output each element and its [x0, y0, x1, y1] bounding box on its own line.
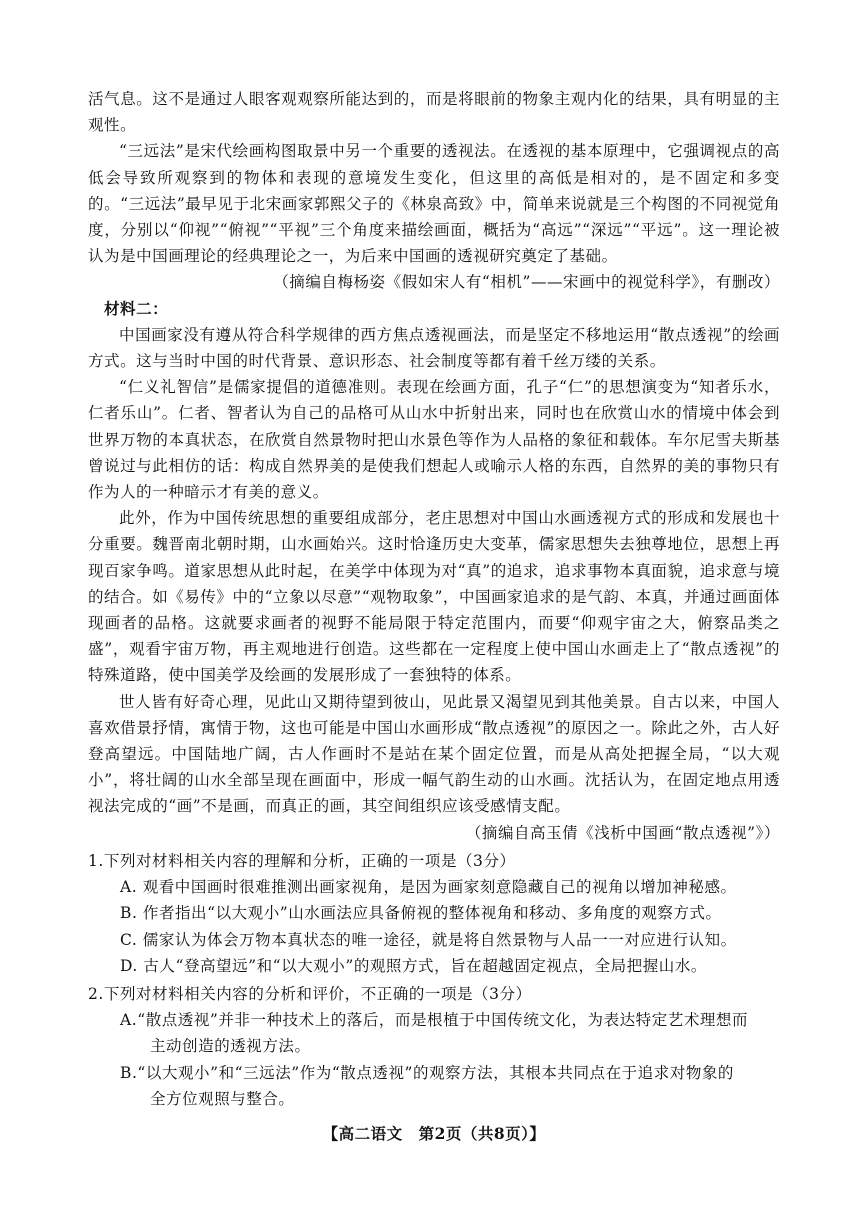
question-1-option-b: B. 作者指出“以大观小”山水画法应具备俯视的整体视角和移动、多角度的观察方式。: [120, 904, 722, 923]
page-footer: 【高二语文 第2页（共8页）】: [322, 1124, 546, 1143]
paragraph-curiosity: 世人皆有好奇心理，见此山又期待望到彼山，见此景又渴望见到其他美景。自古以来，中国人喜欢借景抒情，寓情于物，这也可能是中国山水画形成“散点透视”的原因之一。除此之外，古人好登高望远。中国陆地广阔，古人作画时不是站在某个固定位置，而是从高处把握全局，“以大观小”，将壮阔的山水全部呈现在画面中，形成一幅气韵生动的山水画。沈括认为，在固定地点用透视法完成的“画”不是画，而真正的画，其空间组织应该受感情支配。: [88, 692, 780, 816]
paragraph-taoist-thought: 此外，作为中国传统思想的重要组成部分，老庄思想对中国山水画透视方式的形成和发展也十分重要。魏晋南北朝时期，山水画始兴。这时恰逢历史大变革，儒家思想失去独尊地位，思想上再现百家争鸣。道家思想从此时起，在美学中体现为对“真”的追求，追求事物本真面貌，追求意与境的结合。如《易传》中的“立象以尽意”“观物取象”，中国画家追求的是气韵、本真，并通过画面体现画者的品格。这就要求画者的视野不能局限于特定范围内，而要“仰观宇宙之大，俯察品类之盛”，观看宇宙万物，再主观地进行创造。这些都在一定程度上使中国山水画走上了“散点透视”的特殊道路，使中国美学及绘画的发展形成了一套独特的体系。: [88, 509, 780, 685]
paragraph-scatter-perspective: 中国画家没有遵从符合科学规律的西方焦点透视画法，而是坚定不移地运用“散点透视”的绘画方式。这与当时中国的时代背景、意识形态、社会制度等都有着千丝万缕的关系。: [88, 325, 780, 371]
question-2-option-b: B.“以大观小”和“三远法”作为“散点透视”的观察方法，其根本共同点在于追求对物象的: [120, 1063, 734, 1082]
source-citation-2: （摘编自高玉倩《浅析中国画“散点透视”》）: [465, 823, 780, 842]
paragraph-continued: 活气息。这不是通过人眼客观观察所能达到的，而是将眼前的物象主观内化的结果，具有明显的主观性。: [88, 90, 780, 135]
question-1-option-d: D. 古人“登高望远”和“以大观小”的观照方式，旨在超越固定视点，全局把握山水。: [120, 956, 707, 975]
paragraph-san-yuan-fa: “三远法”是宋代绘画构图取景中另一个重要的透视法。在透视的基本原理中，它强调视点的高低会导致所观察到的物体和表现的意境发生变化，但这里的高低是相对的，是不固定和多变的。“三远法”最早见于北宋画家郭熙父子的《林泉高致》中，简单来说就是三个构图的不同视觉角度，分别以“仰视”“俯视”“平视”三个角度来描绘画面，概括为“高远”“深远”“平远”。这一理论被认为是中国画理论的经典理论之一，为后来中国画的透视研究奠定了基础。: [88, 142, 780, 266]
question-2-option-b-cont: 全方位观照与整合。: [150, 1089, 295, 1108]
question-2-stem: 2.下列对材料相关内容的分析和评价，不正确的一项是（3分）: [88, 984, 532, 1003]
question-1-stem: 1.下列对材料相关内容的理解和分析，正确的一项是（3分）: [88, 851, 516, 870]
material-two-heading: 材料二：: [104, 298, 169, 318]
question-2-option-a: A.“散点透视”并非一种技术上的落后，而是根植于中国传统文化，为表达特定艺术理想而: [120, 1011, 749, 1030]
question-1-option-c: C. 儒家认为体会万物本真状态的唯一途径，就是将自然景物与人品一一对应进行认知。: [120, 930, 737, 949]
page-content: [88, 86, 780, 1112]
question-1-option-a: A. 观看中国画时很难推测出画家视角，是因为画家刻意隐藏自己的视角以增加神秘感。: [120, 878, 737, 897]
paragraph-confucian-ethics: “仁义礼智信”是儒家提倡的道德准则。表现在绘画方面，孔子“仁”的思想演变为“知者乐水，仁者乐山”。仁者、智者认为自己的品格可从山水中折射出来，同时也在欣赏山水的情境中体会到世界万物的本真状态，在欣赏自然景物时把山水景色等作为人品格的象征和载体。车尔尼雪夫斯基曾说过与此相仿的话：构成自然界美的是使我们想起人或喻示人格的东西，自然界的美的事物只有作为人的一种暗示才有美的意义。: [88, 378, 780, 502]
source-citation-1: （摘编自梅杨姿《假如宋人有“相机”——宋画中的视觉科学》，有删改）: [273, 273, 780, 292]
question-2-option-a-cont: 主动创造的透视方法。: [150, 1037, 311, 1056]
